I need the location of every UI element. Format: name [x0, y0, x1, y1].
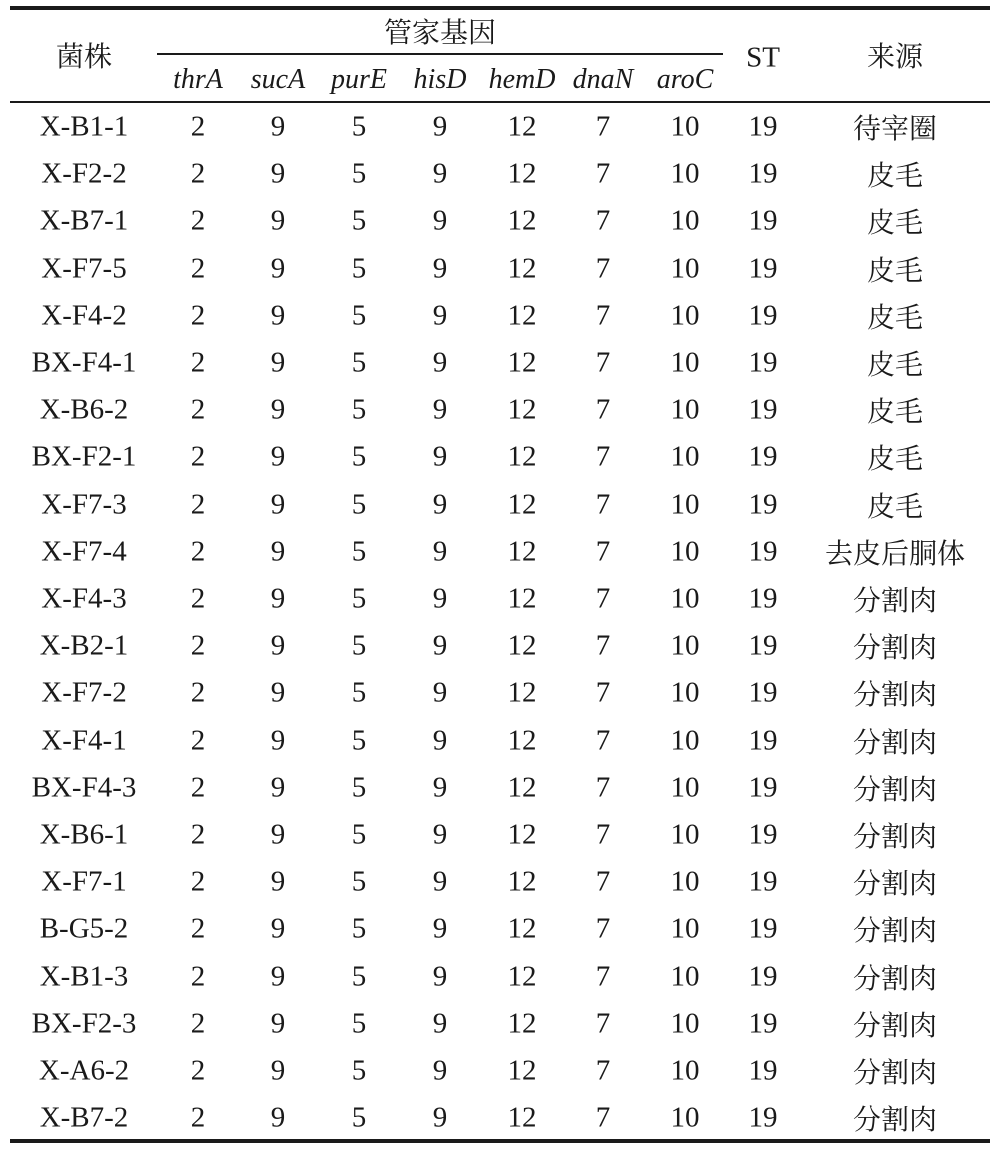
cell-strain: BX-F4-1 [31, 346, 137, 379]
cell-st: 19 [748, 1101, 778, 1134]
cell-source: 皮毛 [866, 395, 924, 429]
cell-gene-value: 2 [190, 865, 206, 898]
cell-gene-value: 12 [507, 157, 537, 190]
cell-gene-value: 7 [595, 582, 611, 615]
cell-gene-value: 5 [351, 629, 367, 662]
cell-gene-value: 5 [351, 346, 367, 379]
cell-gene-value: 10 [670, 912, 700, 945]
cell-gene-value: 9 [432, 252, 448, 285]
cell-gene-value: 9 [270, 535, 286, 568]
cell-gene-value: 7 [595, 535, 611, 568]
cell-gene-value: 10 [670, 1007, 700, 1040]
cell-strain: BX-F4-3 [31, 771, 137, 804]
cell-strain: X-F4-1 [41, 724, 127, 757]
cell-st: 19 [748, 204, 778, 237]
cell-st: 19 [748, 724, 778, 757]
cell-gene-value: 7 [595, 912, 611, 945]
cell-strain: X-B1-3 [39, 960, 129, 993]
cell-strain: X-F7-1 [41, 865, 127, 898]
cell-gene-value: 2 [190, 346, 206, 379]
cell-gene-value: 9 [270, 912, 286, 945]
cell-gene-value: 10 [670, 440, 700, 473]
cell-gene-value: 5 [351, 488, 367, 521]
cell-gene-value: 2 [190, 724, 206, 757]
cell-gene-value: 12 [507, 252, 537, 285]
cell-gene-value: 5 [351, 818, 367, 851]
header-gene-aroc: aroC [656, 64, 714, 95]
cell-gene-value: 10 [670, 771, 700, 804]
header-gene-dnan: dnaN [572, 64, 634, 95]
cell-source: 分割肉 [852, 914, 938, 948]
cell-gene-value: 9 [270, 1101, 286, 1134]
cell-gene-value: 10 [670, 582, 700, 615]
cell-gene-value: 9 [432, 818, 448, 851]
cell-gene-value: 12 [507, 818, 537, 851]
cell-st: 19 [748, 440, 778, 473]
cell-gene-value: 12 [507, 1054, 537, 1087]
cell-gene-value: 12 [507, 1007, 537, 1040]
cell-gene-value: 7 [595, 818, 611, 851]
cell-gene-value: 2 [190, 629, 206, 662]
cell-gene-value: 2 [190, 1054, 206, 1087]
cell-strain: X-B7-2 [39, 1101, 129, 1134]
cell-strain: X-A6-2 [38, 1054, 130, 1087]
cell-st: 19 [748, 865, 778, 898]
cell-gene-value: 10 [670, 1101, 700, 1134]
cell-gene-value: 9 [270, 157, 286, 190]
cell-gene-value: 5 [351, 1054, 367, 1087]
cell-strain: BX-F2-3 [31, 1007, 137, 1040]
cell-gene-value: 5 [351, 157, 367, 190]
cell-gene-value: 10 [670, 252, 700, 285]
cell-st: 19 [748, 157, 778, 190]
cell-gene-value: 7 [595, 157, 611, 190]
cell-gene-value: 7 [595, 1101, 611, 1134]
cell-gene-value: 9 [270, 204, 286, 237]
cell-gene-value: 7 [595, 393, 611, 426]
cell-gene-value: 12 [507, 629, 537, 662]
cell-gene-value: 10 [670, 393, 700, 426]
cell-gene-value: 9 [270, 629, 286, 662]
cell-gene-value: 10 [670, 299, 700, 332]
cell-st: 19 [748, 393, 778, 426]
cell-gene-value: 9 [432, 865, 448, 898]
cell-gene-value: 9 [270, 346, 286, 379]
cell-source: 分割肉 [852, 678, 938, 712]
cell-gene-value: 12 [507, 582, 537, 615]
cell-gene-value: 2 [190, 440, 206, 473]
cell-gene-value: 7 [595, 865, 611, 898]
cell-gene-value: 9 [432, 582, 448, 615]
cell-source: 去皮后胴体 [824, 536, 966, 570]
cell-st: 19 [748, 1054, 778, 1087]
cell-st: 19 [748, 488, 778, 521]
cell-strain: X-B2-1 [39, 629, 129, 662]
cell-gene-value: 7 [595, 960, 611, 993]
cell-gene-value: 9 [432, 204, 448, 237]
cell-gene-value: 7 [595, 629, 611, 662]
cell-gene-value: 2 [190, 676, 206, 709]
cell-gene-value: 2 [190, 1007, 206, 1040]
cell-source: 分割肉 [852, 1103, 938, 1137]
cell-gene-value: 9 [432, 1054, 448, 1087]
cell-gene-value: 9 [432, 912, 448, 945]
cell-st: 19 [748, 771, 778, 804]
cell-gene-value: 9 [432, 157, 448, 190]
gene-group-rule [157, 53, 723, 55]
cell-strain: X-B7-1 [39, 204, 129, 237]
cell-gene-value: 7 [595, 676, 611, 709]
cell-gene-value: 12 [507, 771, 537, 804]
cell-st: 19 [748, 252, 778, 285]
cell-gene-value: 9 [270, 110, 286, 143]
cell-gene-value: 10 [670, 346, 700, 379]
cell-gene-value: 9 [432, 960, 448, 993]
cell-gene-value: 9 [432, 393, 448, 426]
cell-gene-value: 12 [507, 676, 537, 709]
cell-source: 皮毛 [866, 489, 924, 523]
cell-source: 分割肉 [852, 820, 938, 853]
cell-gene-value: 12 [507, 865, 537, 898]
cell-gene-value: 2 [190, 488, 206, 521]
cell-gene-value: 10 [670, 865, 700, 898]
cell-source: 分割肉 [852, 867, 938, 901]
cell-gene-value: 5 [351, 1101, 367, 1134]
cell-source: 分割肉 [852, 584, 938, 617]
header-gene-thra: thrA [173, 64, 223, 95]
cell-gene-value: 12 [507, 535, 537, 568]
cell-gene-value: 9 [270, 440, 286, 473]
cell-gene-value: 5 [351, 771, 367, 804]
cell-source: 分割肉 [852, 772, 938, 806]
cell-gene-value: 2 [190, 1101, 206, 1134]
cell-gene-value: 12 [507, 960, 537, 993]
cell-gene-value: 10 [670, 818, 700, 851]
cell-source: 分割肉 [852, 631, 938, 665]
cell-source: 待宰圈 [852, 112, 938, 145]
cell-gene-value: 9 [270, 1007, 286, 1040]
cell-gene-value: 10 [670, 488, 700, 521]
cell-st: 19 [748, 676, 778, 709]
cell-gene-value: 5 [351, 912, 367, 945]
cell-gene-value: 9 [270, 1054, 286, 1087]
cell-gene-value: 2 [190, 299, 206, 332]
cell-gene-value: 10 [670, 629, 700, 662]
cell-gene-value: 5 [351, 252, 367, 285]
cell-strain: B-G5-2 [39, 912, 129, 945]
cell-gene-value: 9 [432, 535, 448, 568]
bottom-rule [10, 1139, 990, 1143]
cell-strain: X-F2-2 [41, 157, 127, 190]
cell-source: 皮毛 [866, 159, 924, 193]
cell-gene-value: 10 [670, 724, 700, 757]
cell-gene-value: 2 [190, 110, 206, 143]
cell-strain: X-B6-1 [39, 818, 129, 851]
cell-gene-value: 9 [432, 1101, 448, 1134]
cell-gene-value: 7 [595, 440, 611, 473]
cell-gene-value: 2 [190, 912, 206, 945]
cell-gene-value: 2 [190, 960, 206, 993]
cell-gene-value: 12 [507, 440, 537, 473]
cell-source: 皮毛 [866, 442, 924, 476]
cell-gene-value: 9 [270, 771, 286, 804]
cell-gene-value: 12 [507, 346, 537, 379]
cell-gene-value: 12 [507, 1101, 537, 1134]
cell-strain: X-F7-3 [41, 488, 127, 521]
cell-strain: BX-F2-1 [31, 440, 137, 473]
cell-gene-value: 9 [432, 629, 448, 662]
cell-gene-value: 9 [270, 582, 286, 615]
cell-gene-value: 5 [351, 676, 367, 709]
cell-gene-value: 7 [595, 1054, 611, 1087]
cell-gene-value: 10 [670, 960, 700, 993]
cell-gene-value: 10 [670, 1054, 700, 1087]
cell-source: 分割肉 [852, 725, 938, 759]
cell-st: 19 [748, 629, 778, 662]
cell-st: 19 [748, 1007, 778, 1040]
cell-gene-value: 9 [270, 299, 286, 332]
cell-gene-value: 9 [432, 488, 448, 521]
cell-gene-value: 9 [270, 488, 286, 521]
cell-gene-value: 9 [270, 818, 286, 851]
cell-gene-value: 5 [351, 865, 367, 898]
cell-source: 分割肉 [852, 1056, 938, 1089]
cell-source: 分割肉 [852, 1008, 938, 1042]
cell-gene-value: 9 [432, 724, 448, 757]
cell-st: 19 [748, 299, 778, 332]
cell-gene-value: 9 [270, 676, 286, 709]
header-gene-pure: purE [331, 64, 387, 95]
cell-st: 19 [748, 912, 778, 945]
cell-gene-value: 2 [190, 535, 206, 568]
cell-gene-value: 5 [351, 582, 367, 615]
header-st: ST [746, 41, 780, 74]
cell-gene-value: 7 [595, 110, 611, 143]
header-gene-hemd: hemD [488, 64, 556, 95]
cell-source: 皮毛 [866, 253, 924, 287]
header-strain: 菌株 [55, 40, 113, 73]
cell-st: 19 [748, 535, 778, 568]
cell-gene-value: 7 [595, 346, 611, 379]
cell-gene-value: 9 [432, 1007, 448, 1040]
cell-st: 19 [748, 582, 778, 615]
cell-gene-value: 9 [432, 299, 448, 332]
cell-gene-value: 9 [270, 724, 286, 757]
cell-strain: X-F7-5 [41, 252, 127, 285]
cell-gene-value: 5 [351, 1007, 367, 1040]
cell-gene-value: 5 [351, 204, 367, 237]
cell-gene-value: 10 [670, 676, 700, 709]
cell-strain: X-F7-4 [41, 535, 127, 568]
cell-gene-value: 9 [432, 110, 448, 143]
cell-gene-value: 7 [595, 204, 611, 237]
cell-strain: X-F7-2 [41, 676, 127, 709]
cell-gene-value: 7 [595, 724, 611, 757]
cell-st: 19 [748, 960, 778, 993]
cell-strain: X-F4-3 [41, 582, 127, 615]
cell-gene-value: 12 [507, 724, 537, 757]
cell-gene-value: 2 [190, 157, 206, 190]
cell-gene-value: 10 [670, 157, 700, 190]
cell-gene-value: 9 [432, 346, 448, 379]
cell-gene-value: 2 [190, 252, 206, 285]
cell-gene-value: 9 [270, 252, 286, 285]
cell-gene-value: 5 [351, 393, 367, 426]
cell-strain: X-B1-1 [39, 110, 129, 143]
cell-gene-value: 5 [351, 299, 367, 332]
cell-gene-value: 7 [595, 1007, 611, 1040]
cell-gene-value: 2 [190, 204, 206, 237]
top-rule [10, 6, 990, 10]
cell-gene-value: 12 [507, 299, 537, 332]
cell-gene-value: 9 [432, 440, 448, 473]
header-gene-hisd: hisD [413, 64, 467, 95]
cell-gene-value: 5 [351, 440, 367, 473]
cell-gene-value: 9 [270, 865, 286, 898]
cell-gene-value: 5 [351, 960, 367, 993]
cell-strain: X-F4-2 [41, 299, 127, 332]
cell-gene-value: 10 [670, 110, 700, 143]
cell-st: 19 [748, 110, 778, 143]
cell-st: 19 [748, 818, 778, 851]
cell-gene-value: 12 [507, 488, 537, 521]
cell-gene-value: 2 [190, 582, 206, 615]
cell-gene-value: 5 [351, 724, 367, 757]
cell-gene-value: 12 [507, 912, 537, 945]
cell-gene-value: 9 [432, 771, 448, 804]
cell-source: 皮毛 [866, 206, 924, 240]
cell-gene-value: 7 [595, 299, 611, 332]
cell-gene-value: 2 [190, 771, 206, 804]
cell-gene-value: 12 [507, 204, 537, 237]
header-source: 来源 [866, 40, 924, 73]
cell-gene-value: 12 [507, 110, 537, 143]
cell-source: 分割肉 [852, 961, 938, 995]
header-housekeeping-genes: 管家基因 [383, 16, 497, 49]
cell-gene-value: 7 [595, 771, 611, 804]
cell-gene-value: 9 [432, 676, 448, 709]
header-gene-suca: sucA [250, 64, 306, 95]
cell-gene-value: 7 [595, 488, 611, 521]
cell-gene-value: 2 [190, 393, 206, 426]
cell-gene-value: 7 [595, 252, 611, 285]
cell-strain: X-B6-2 [39, 393, 129, 426]
cell-gene-value: 5 [351, 110, 367, 143]
cell-gene-value: 2 [190, 818, 206, 851]
cell-gene-value: 9 [270, 393, 286, 426]
cell-gene-value: 10 [670, 204, 700, 237]
header-rule [10, 101, 990, 103]
cell-source: 皮毛 [866, 300, 924, 334]
cell-gene-value: 10 [670, 535, 700, 568]
cell-gene-value: 9 [270, 960, 286, 993]
cell-source: 皮毛 [866, 348, 924, 381]
cell-st: 19 [748, 346, 778, 379]
cell-gene-value: 5 [351, 535, 367, 568]
cell-gene-value: 12 [507, 393, 537, 426]
